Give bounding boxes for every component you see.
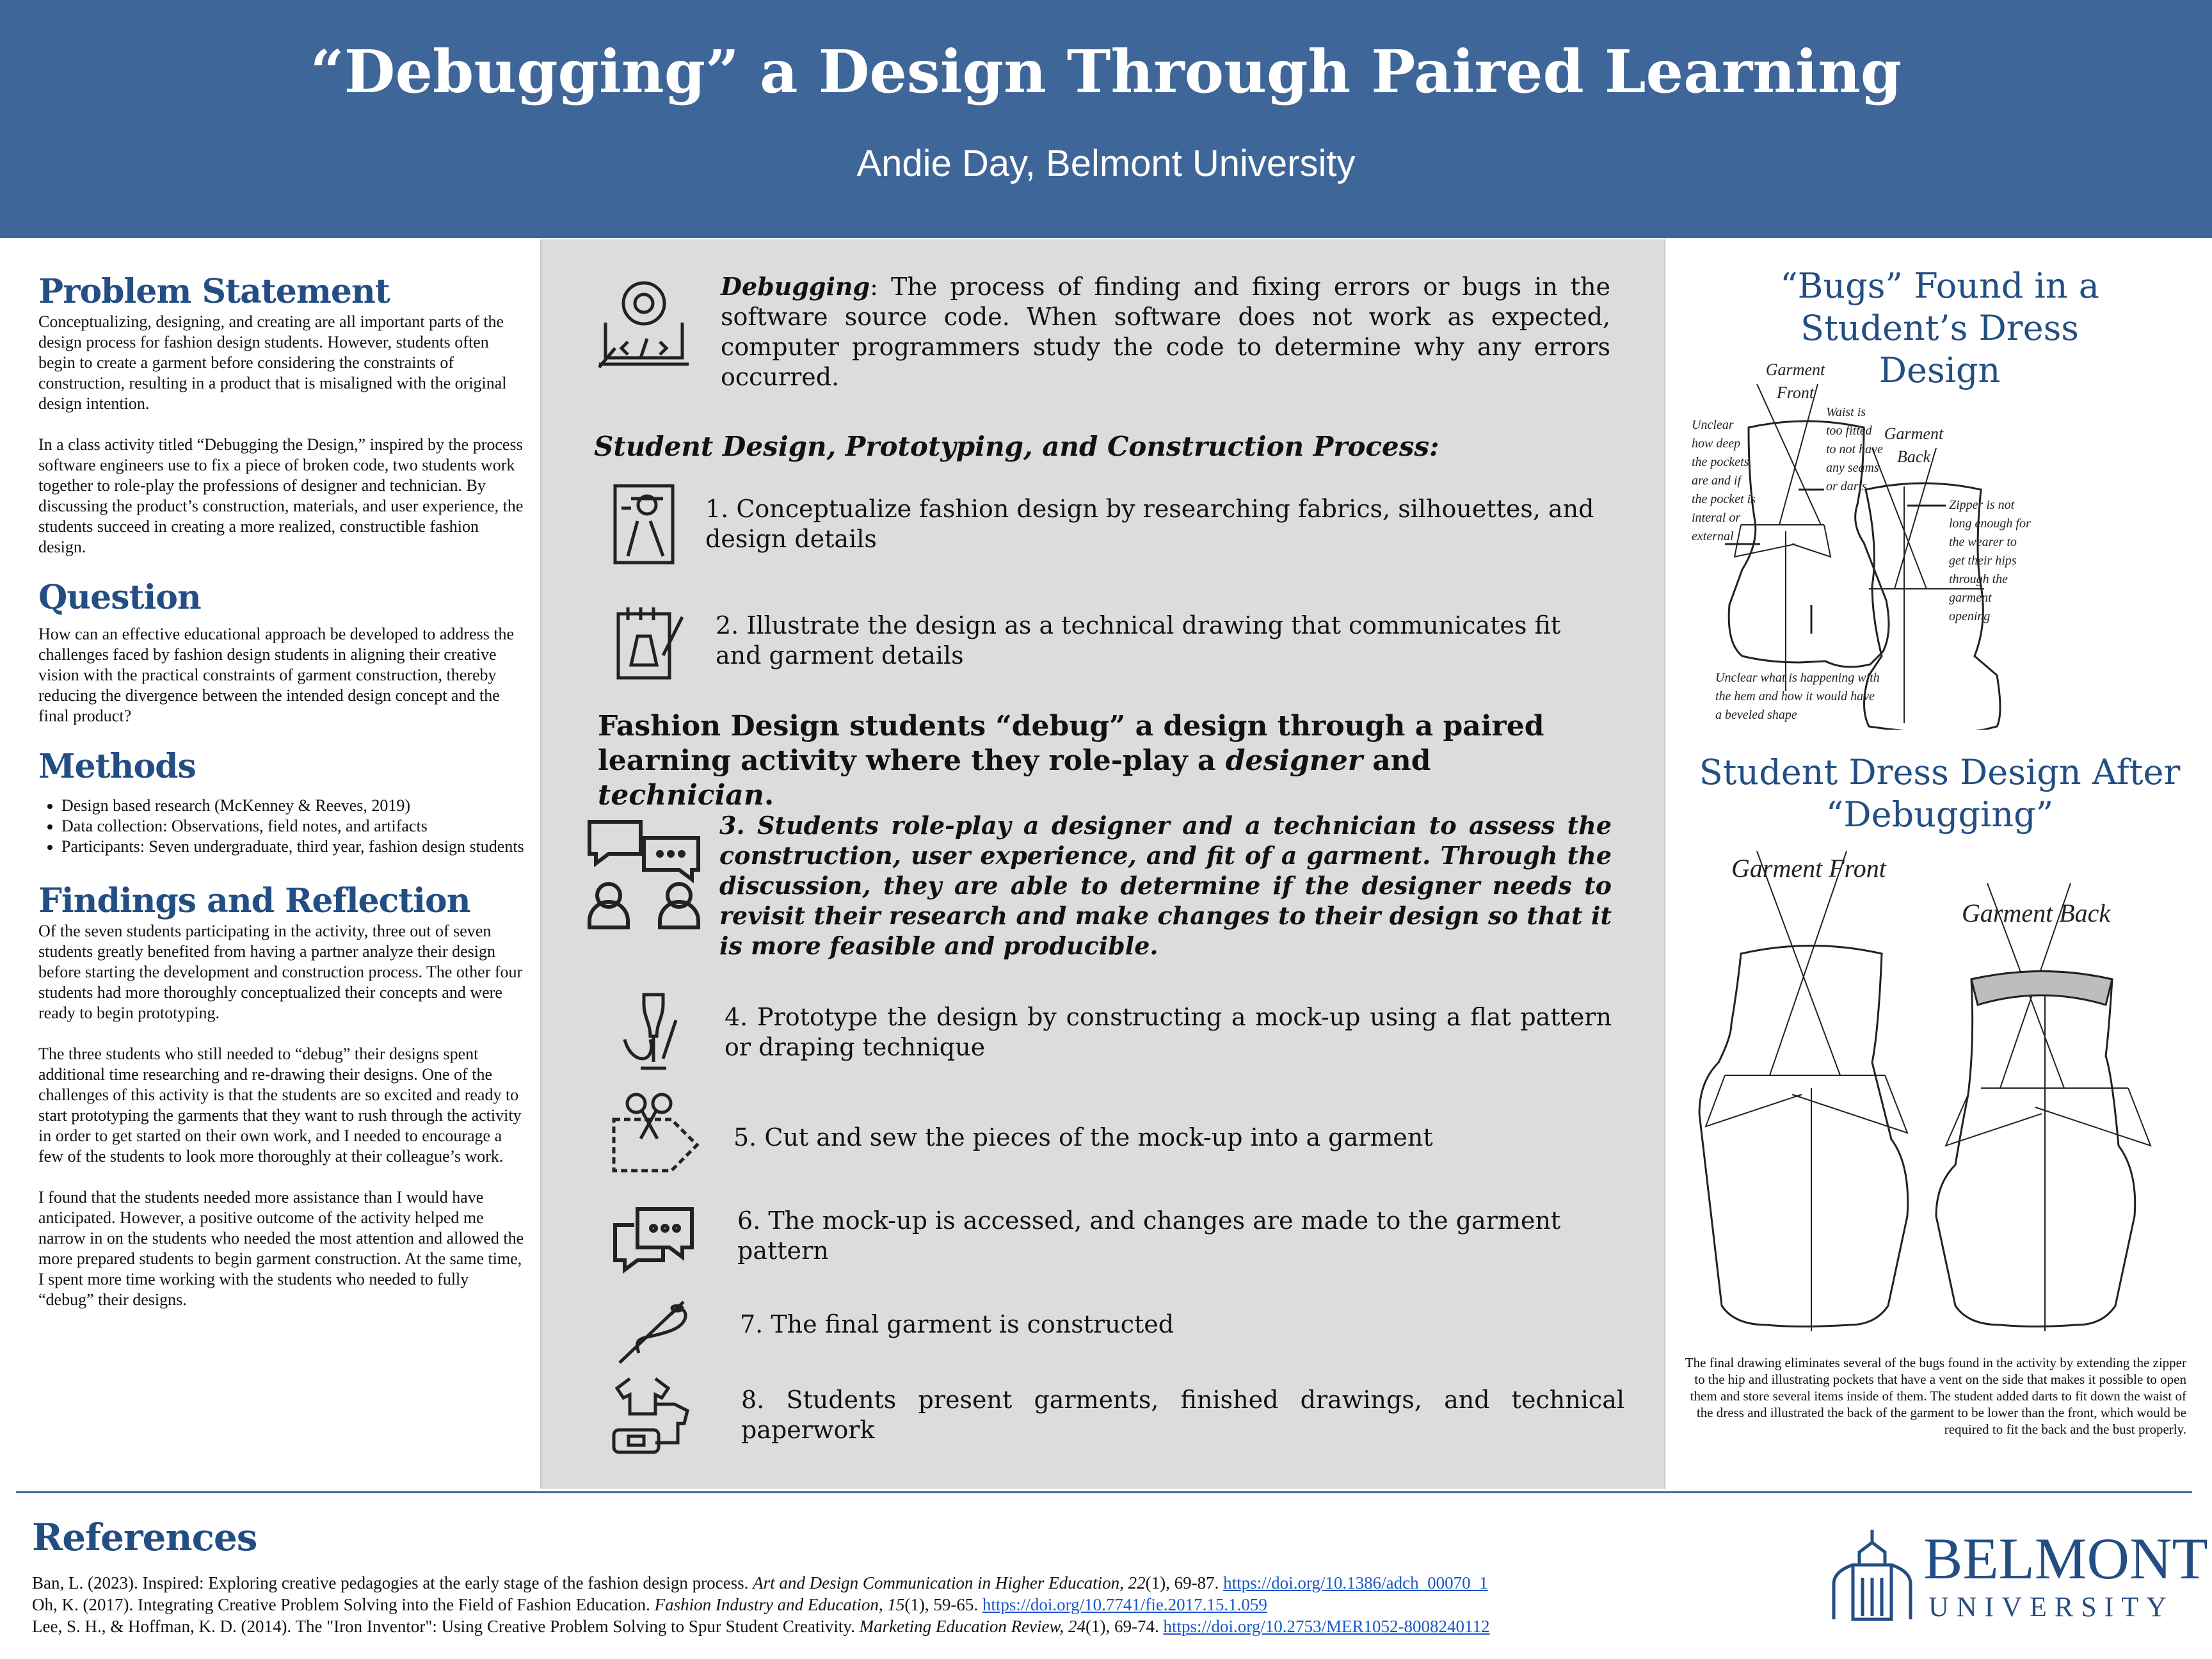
after-title: Student Dress Design After “Debugging”: [1699, 752, 2181, 835]
reference-item: Ban, L. (2023). Inspired: Exploring creative pedagogies at the early stage of the fashion design process. Art and Design Communication in Higher Education, 22(1), 69-87. https://doi.org/10.1386/adch_00070_1: [32, 1573, 1488, 1592]
poster-title: “Debugging” a Design Through Paired Learning: [310, 37, 1902, 106]
logo-subtext: UNIVERSITY: [1928, 1591, 2174, 1623]
sketchbook-dress-icon: [615, 604, 685, 681]
statement-end: .: [764, 779, 774, 812]
note-hem: Unclear what is happening with the hem and how it would have a beveled shape: [1715, 671, 1880, 722]
after-sketch-labels: [1731, 854, 2111, 927]
after-front-outline: [1699, 946, 1908, 1327]
needle-thread-icon: [613, 1295, 696, 1366]
problem-heading: Problem Statement: [38, 272, 390, 311]
paired-learning-statement: [598, 709, 1558, 813]
after-sketch: [1687, 845, 2192, 1350]
feedback-chat-icon: [612, 1206, 695, 1276]
logo-wordmark: BELMONT: [1923, 1526, 2208, 1591]
step-1: 1. Conceptualize fashion design by researching fabrics, silhouettes, and design details: [705, 495, 1594, 553]
after-front-straps: [1706, 851, 1907, 1331]
problem-paragraph: Conceptualizing, designing, and creating are all important parts of the design process for fashion design students. However, students often begin to create a garment before considering the constraints of construction, resulting in a product that is misaligned with the original design intention.: [38, 312, 507, 413]
debugging-definition: [721, 271, 1610, 392]
reference-item: Oh, K. (2017). Integrating Creative Problem Solving into the Field of Fashion Education. Fashion Industry and Education, 15(1), 59-65. https://doi.org/10.7741/fie.2017.15.1.059: [32, 1595, 1267, 1614]
bug-code-laptop-icon: [593, 278, 695, 374]
methods-item: • Data collection: Observations, field notes, and artifacts: [61, 816, 525, 837]
belmont-tower-icon: [1827, 1527, 1917, 1623]
process-heading: Student Design, Prototyping, and Construction Process:: [594, 431, 1439, 462]
statement-technician: technician: [598, 779, 764, 812]
poster-author: Andie Day, Belmont University: [856, 143, 1356, 184]
step-4: 4. Prototype the design by constructing a mock-up using a flat pattern or draping technique: [725, 1003, 1612, 1061]
garment-presentation-icon: [611, 1372, 694, 1455]
reference-link[interactable]: https://doi.org/10.1386/adch_00070_1: [1223, 1573, 1488, 1592]
question-paragraph: How can an effective educational approach be developed to address the challenges faced by fashion design students in aligning their creative vision with the practical constraints of garment construction, thereby reducing the divergence between the intended design concept and the final product?: [38, 625, 515, 725]
header-banner: [0, 0, 2212, 238]
step-6: 6. The mock-up is accessed, and changes are made to the garment pattern: [737, 1206, 1561, 1265]
methods-item: • Design based research (McKenney & Reeves, 2019): [61, 796, 525, 816]
step-3: 3. Students role-play a designer and a technician to assess the construction, user experience, and fit of a garment. Through the discussion, they are able to determine if the designer needs to revisit their research and make changes to their design so that it is more feasible and producible.: [719, 811, 1612, 960]
references-section: [32, 1512, 1760, 1637]
statement-designer: designer: [1225, 744, 1363, 777]
fashion-sketch-icon: [612, 483, 676, 566]
dress-form-icon: [618, 988, 689, 1071]
findings-paragraph: I found that the students needed more assistance than I would have anticipated. However, a positive outcome of the activity helped me narrow in on the students who needed the most attention and allowed the more prepared students to begin garment construction. At the same time, I spent more time working with the students who needed to fully “debug” their designs.: [38, 1188, 524, 1309]
annotation-arrows: [1725, 490, 1946, 634]
statement-and: and: [1362, 744, 1431, 777]
step-2: 2. Illustrate the design as a technical drawing that communicates fit and garment details: [716, 611, 1561, 669]
reference-item: Lee, S. H., & Hoffman, K. D. (2014). The "Iron Inventor": Using Creative Problem Solving to Spur Student Creativity. Marketing Education Review, 24(1), 69-74. https://doi.org/10.2753/MER1052-8008240112: [32, 1617, 1490, 1636]
methods-list: [61, 796, 525, 857]
findings-paragraph: Of the seven students participating in the activity, three out of seven students greatly benefited from having a partner analyze their design before starting the development and construction process. The other four students had more thoroughly conceptualized their concepts and were ready to begin prototyping.: [38, 922, 523, 1022]
reference-link[interactable]: https://doi.org/10.7741/fie.2017.15.1.059: [982, 1595, 1267, 1614]
references-heading: References: [32, 1516, 257, 1559]
process-panel: [540, 239, 1665, 1489]
question-heading: Question: [38, 578, 201, 617]
right-column: [1667, 239, 2212, 1487]
pattern-scissors-icon: [611, 1091, 700, 1174]
reference-link[interactable]: https://doi.org/10.2753/MER1052-8008240112: [1163, 1617, 1490, 1636]
sketch1-back-label: Garment Back: [1884, 424, 1944, 466]
methods-heading: Methods: [38, 747, 196, 786]
definition-term: Debugging: [721, 272, 870, 301]
note-pockets: Unclear how deep the pockets are and if the pocket is interal or external: [1692, 418, 1756, 543]
after-back-outline: [1936, 972, 2135, 1327]
after-back-label: Garment Back: [1962, 899, 2111, 927]
bugs-sketch: [1690, 358, 2189, 730]
statement-text: Fashion Design students “debug” a design through a paired learning activity where they role-play a: [598, 710, 1544, 777]
step-5: 5. Cut and sew the pieces of the mock-up into a garment: [733, 1123, 1433, 1151]
belmont-logo: [1827, 1526, 2208, 1623]
methods-item: • Participants: Seven undergraduate, third year, fashion design students: [61, 837, 525, 857]
left-column: [38, 272, 525, 1331]
step-8: 8. Students present garments, finished drawings, and technical paperwork: [741, 1386, 1624, 1444]
conversation-people-icon: [583, 815, 705, 931]
step-7: 7. The final garment is constructed: [740, 1310, 1174, 1338]
after-caption: The final drawing eliminates several of the bugs found in the activity by extending the zipper to the hip and illustrating pockets that have a vent on the side that makes it possible to open them and store several items inside of them. The student added darts to fit down the waist of the dress and illustrated the back of the garment to be lower than the front, which would be required to fit the back and the bust properly.: [1685, 1355, 2186, 1437]
findings-paragraph: The three students who still needed to “debug” their designs spent additional time researching and re-drawing their designs. One of the challenges of this activity is that the students are so excited and ready to start prototyping the garments that they want to rush through the activity in order to get started on their own work, and I needed to encourage a few of the students to look more thoroughly at their colleague’s work.: [38, 1045, 522, 1166]
sketch1-front-label: Garment Front: [1765, 360, 1825, 402]
findings-heading: Findings and Reflection: [38, 881, 470, 920]
back-lining: [1971, 972, 2112, 1006]
references-divider: [16, 1491, 2192, 1493]
bugs-title: “Bugs” Found in a Student’s Dress Design: [1780, 266, 2099, 390]
note-waist: Waist is too fitted to not have any seams or darts: [1826, 405, 1883, 493]
after-front-label: Garment Front: [1731, 854, 1886, 883]
definition-text: : The process of finding and fixing errors or bugs in the software source code. When software does not work as expected, computer programmers study the code to determine why any errors occurred.: [721, 273, 1610, 391]
note-zipper: Zipper is not long enough for the wearer to get their hips through the garment opening: [1949, 498, 2031, 623]
problem-paragraph: In a class activity titled “Debugging the Design,” inspired by the process software engineers use to fix a piece of broken code, two students work together to role-play the professions of designer and technician. By discussing the product’s construction, materials, and user experience, the students succeed in creating a more realized, constructible fashion design.: [38, 435, 524, 556]
after-back-straps: [1946, 883, 2151, 1331]
